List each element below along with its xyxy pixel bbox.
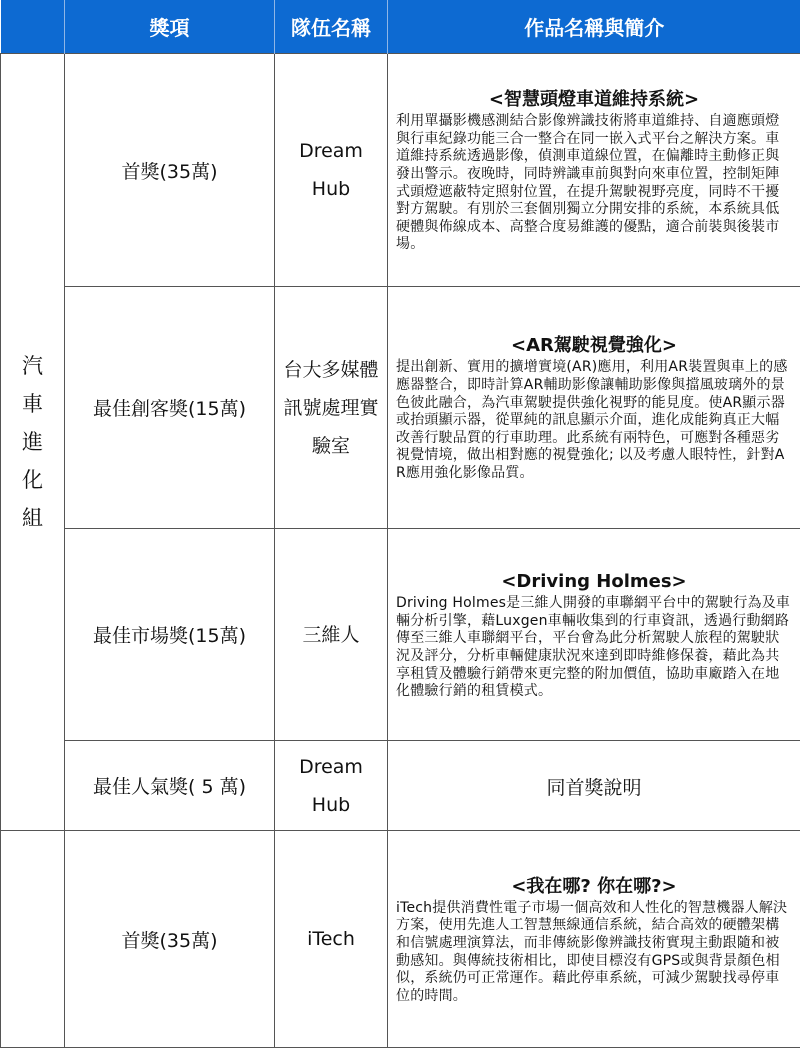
header-group xyxy=(1,0,65,54)
work-description: iTech提供消費性電子市場一個高效和人性化的智慧機器人解決方案，使用先進人工智慧無線通信系統，結合高效的硬體架構和信號處理演算法，而非傳統影像辨識技術實現主動跟隨和被動感知。與傳統技術相比，即使目標沒有GPS或與背景顏色相似，系統仍可正常運作。藉此停車系統，可減少駕駛找尋停車位的時間。 xyxy=(396,900,792,1006)
work-cell xyxy=(388,741,800,831)
work-cell xyxy=(388,54,800,287)
work-description: 同首獎說明 xyxy=(396,773,792,800)
award-cell: 最佳創客獎(15萬) xyxy=(65,287,275,529)
award-cell: 首獎(35萬) xyxy=(65,54,275,287)
work-cell xyxy=(388,831,800,1048)
work-description: Driving Holmes是三維人開發的車聯網平台中的駕駛行為及車輛分析引擎，藉Luxgen車輛收集到的行車資訊，透過行動網路傳至三維人車聯網平台，平台會為此分析駕駛人旅程的駕駛狀況及評分，分析車輛健康狀況來達到即時維修保養，藉此為共享租賃及體驗行銷帶來更完整的附加價值，協助車廠踏入在地化體驗行銷的租賃模式。 xyxy=(396,595,792,701)
header-row xyxy=(1,0,800,54)
work-description: 利用單攝影機感測結合影像辨識技術將車道維持、自適應頭燈與行車紀錄功能三合一整合在同一嵌入式平台之解決方案。車道維持系統透過影像，偵測車道線位置，在偏離時主動修正與發出警示。夜晚時，同時辨識車前與對向來車位置，控制矩陣式頭燈遮蔽特定照射位置，在提升駕駛視野亮度，同時不干擾對方駕駛。有別於三套個別獨立分開安排的系統，本系統具低硬體與佈線成本、高整合度易維護的優點，適合前裝與後裝市場。 xyxy=(396,113,792,254)
table-row xyxy=(1,741,800,831)
award-cell: 最佳市場獎(15萬) xyxy=(65,529,275,741)
team-cell xyxy=(275,741,388,831)
work-title: <Driving Holmes> xyxy=(396,570,792,594)
team-name: iTech xyxy=(283,920,379,958)
group-cell xyxy=(1,54,65,831)
work-title: <AR駕駛視覺強化> xyxy=(396,334,792,358)
award-cell: 最佳人氣獎( 5 萬) xyxy=(65,741,275,831)
team-cell xyxy=(275,529,388,741)
team-cell xyxy=(275,287,388,529)
group-name: 汽車進化組 xyxy=(21,347,44,537)
header-work: 作品名稱與簡介 xyxy=(388,0,800,54)
header-team: 隊伍名稱 xyxy=(275,0,388,54)
work-title: <智慧頭燈車道維持系統> xyxy=(396,88,792,112)
table-row xyxy=(1,831,800,1048)
team-name: 三維人 xyxy=(283,616,379,654)
table-row xyxy=(1,287,800,529)
team-name: 台大多媒體訊號處理實驗室 xyxy=(281,351,381,465)
award-cell: 首獎(35萬) xyxy=(65,831,275,1048)
team-name: Dream Hub xyxy=(283,748,379,824)
team-cell xyxy=(275,54,388,287)
team-name: Dream Hub xyxy=(283,132,379,208)
team-cell xyxy=(275,831,388,1048)
header-award: 獎項 xyxy=(65,0,275,54)
work-description: 提出創新、實用的擴增實境(AR)應用，利用AR裝置與車上的感應器整合，即時計算AR輔助影像讓輔助影像與擋風玻璃外的景色彼此融合，為汽車駕駛提供強化視野的能見度。使AR顯示器或抬頭顯示器，從單純的訊息顯示介面，進化成能夠真正大幅改善行駛品質的行車助理。此系統有兩特色，可應對各種惡劣視覺情境，做出相對應的視覺強化; 以及考慮人眼特性，針對AR應用強化影像品質。 xyxy=(396,359,792,482)
table-row xyxy=(1,54,800,287)
group-cell xyxy=(1,831,65,1048)
table-row xyxy=(1,529,800,741)
work-cell xyxy=(388,529,800,741)
work-cell xyxy=(388,287,800,529)
work-title: <我在哪? 你在哪?> xyxy=(396,875,792,899)
